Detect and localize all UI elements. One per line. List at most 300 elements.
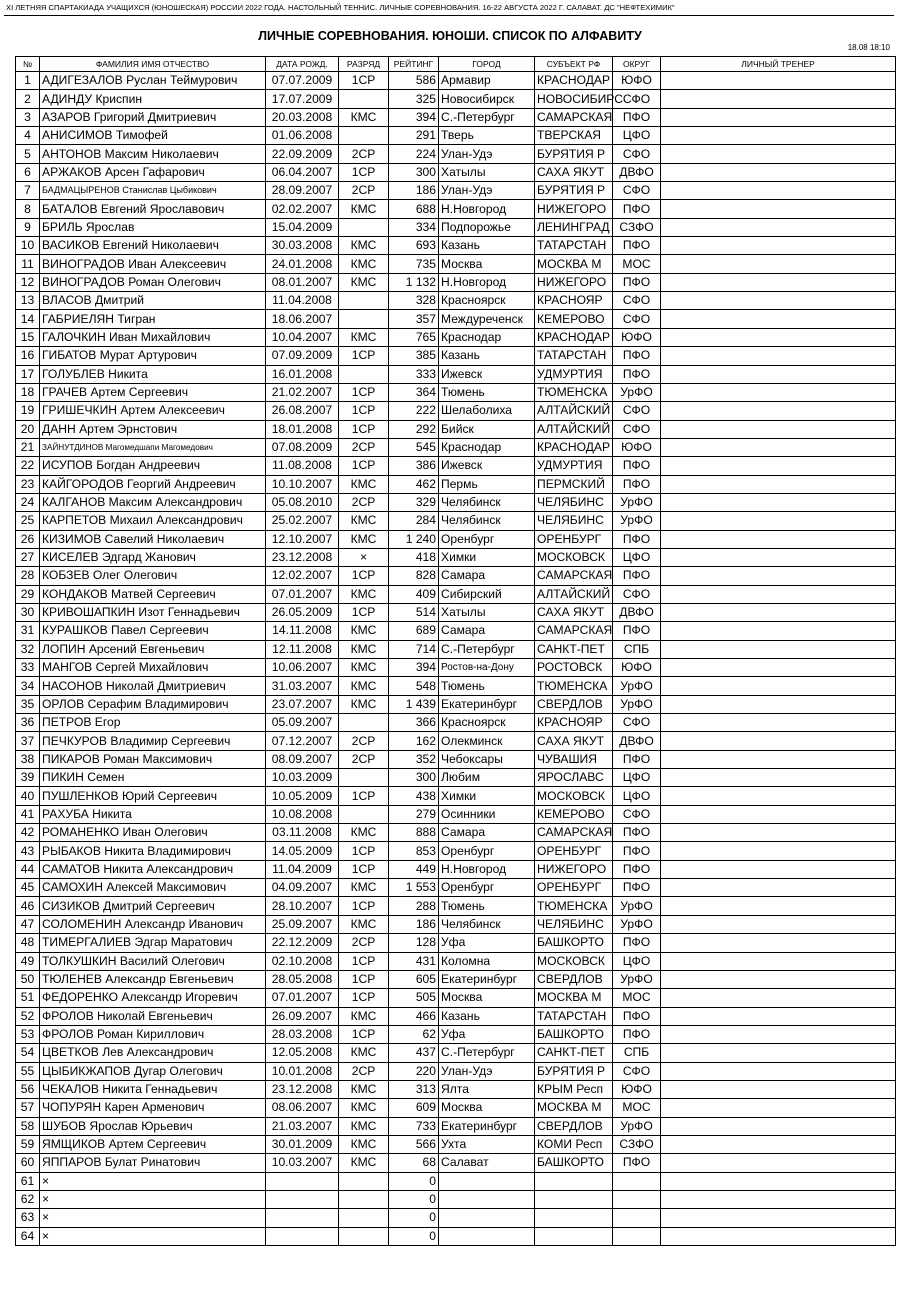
- athlete-name: ТИМЕРГАЛИЕВ Эдгар Маратович: [40, 934, 266, 952]
- district: СФО: [613, 1062, 661, 1080]
- rank: КМС: [339, 200, 389, 218]
- district: ЦФО: [613, 548, 661, 566]
- birth-date: 28.10.2007: [266, 897, 339, 915]
- birth-date: 02.02.2007: [266, 200, 339, 218]
- city: Красноярск: [439, 292, 535, 310]
- region: [535, 1172, 613, 1190]
- table-row: [16, 915, 896, 933]
- city: Тюмень: [439, 677, 535, 695]
- rating: 548: [389, 677, 439, 695]
- coach: [661, 897, 896, 915]
- district: ЮФО: [613, 1080, 661, 1098]
- city: Сибирский: [439, 585, 535, 603]
- row-number: 26: [16, 530, 40, 548]
- district: МОС: [613, 989, 661, 1007]
- table-row: [16, 530, 896, 548]
- rating: 853: [389, 842, 439, 860]
- athlete-name: АДИГЕЗАЛОВ Руслан Теймурович: [40, 72, 266, 90]
- athlete-name: СИЗИКОВ Дмитрий Сергеевич: [40, 897, 266, 915]
- region: МОСКОВСК: [535, 548, 613, 566]
- coach: [661, 1135, 896, 1153]
- district: ДВФО: [613, 163, 661, 181]
- athlete-name: ЯМЩИКОВ Артем Сергеевич: [40, 1135, 266, 1153]
- coach: [661, 347, 896, 365]
- region: БУРЯТИЯ Р: [535, 145, 613, 163]
- coach: [661, 860, 896, 878]
- athlete-name: КОНДАКОВ Матвей Сергеевич: [40, 585, 266, 603]
- athlete-name: ЯППАРОВ Булат Ринатович: [40, 1154, 266, 1172]
- row-number: 29: [16, 585, 40, 603]
- district: [613, 1209, 661, 1227]
- district: СФО: [613, 292, 661, 310]
- city: Ростов-на-Дону: [439, 659, 535, 677]
- birth-date: 26.09.2007: [266, 1007, 339, 1025]
- birth-date: [266, 1227, 339, 1245]
- row-number: 2: [16, 90, 40, 108]
- district: СФО: [613, 90, 661, 108]
- athlete-name: ОРЛОВ Серафим Владимирович: [40, 695, 266, 713]
- athlete-name: ФЕДОРЕНКО Александр Игоревич: [40, 989, 266, 1007]
- row-number: 13: [16, 292, 40, 310]
- region: КРАСНОДАР: [535, 328, 613, 346]
- city: С.-Петербург: [439, 1044, 535, 1062]
- coach: [661, 1172, 896, 1190]
- row-number: 21: [16, 438, 40, 456]
- region: САМАРСКАЯ: [535, 108, 613, 126]
- region: [535, 1209, 613, 1227]
- table-row: [16, 1154, 896, 1172]
- rating: 688: [389, 200, 439, 218]
- row-number: 49: [16, 952, 40, 970]
- rating: 714: [389, 640, 439, 658]
- table-row: [16, 310, 896, 328]
- city: Улан-Удэ: [439, 1062, 535, 1080]
- region: ЛЕНИНГРАД: [535, 218, 613, 236]
- table-row: [16, 365, 896, 383]
- city: Ухта: [439, 1135, 535, 1153]
- coach: [661, 200, 896, 218]
- district: ПФО: [613, 108, 661, 126]
- rating: 828: [389, 567, 439, 585]
- table-row: [16, 714, 896, 732]
- rating: 279: [389, 805, 439, 823]
- birth-date: 21.03.2007: [266, 1117, 339, 1135]
- athlete-name: ВИНОГРАДОВ Иван Алексеевич: [40, 255, 266, 273]
- athlete-name: ЦЫБИКЖАПОВ Дугар Олегович: [40, 1062, 266, 1080]
- athlete-name: БАТАЛОВ Евгений Ярославович: [40, 200, 266, 218]
- district: ЦФО: [613, 952, 661, 970]
- rank: КМС: [339, 1080, 389, 1098]
- athlete-name: АРЖАКОВ Арсен Гафарович: [40, 163, 266, 181]
- district: ДВФО: [613, 603, 661, 621]
- table-row: [16, 420, 896, 438]
- row-number: 64: [16, 1227, 40, 1245]
- region: НИЖЕГОРО: [535, 200, 613, 218]
- rank: 1СР: [339, 72, 389, 90]
- coach: [661, 677, 896, 695]
- rank: КМС: [339, 530, 389, 548]
- row-number: 4: [16, 127, 40, 145]
- row-number: 57: [16, 1099, 40, 1117]
- city: Москва: [439, 989, 535, 1007]
- rating: 505: [389, 989, 439, 1007]
- district: ПФО: [613, 1025, 661, 1043]
- row-number: 11: [16, 255, 40, 273]
- city: Самара: [439, 622, 535, 640]
- row-number: 59: [16, 1135, 40, 1153]
- table-row: [16, 72, 896, 90]
- birth-date: 23.12.2008: [266, 1080, 339, 1098]
- city: Улан-Удэ: [439, 145, 535, 163]
- table-row: [16, 255, 896, 273]
- page-title: ЛИЧНЫЕ СОРЕВНОВАНИЯ. ЮНОШИ. СПИСОК ПО АЛФАВИТУ: [258, 29, 642, 43]
- athlete-name: СОЛОМЕНИН Александр Иванович: [40, 915, 266, 933]
- coach: [661, 1044, 896, 1062]
- row-number: 38: [16, 750, 40, 768]
- row-number: 56: [16, 1080, 40, 1098]
- col-header-birthdate: ДАТА РОЖД.: [266, 57, 339, 72]
- row-number: 5: [16, 145, 40, 163]
- region: АЛТАЙСКИЙ: [535, 402, 613, 420]
- birth-date: 10.04.2007: [266, 328, 339, 346]
- rank: КМС: [339, 659, 389, 677]
- table-row: [16, 1227, 896, 1245]
- participants-table: [15, 56, 896, 1246]
- region: МОСКОВСК: [535, 952, 613, 970]
- row-number: 12: [16, 273, 40, 291]
- district: СФО: [613, 420, 661, 438]
- district: МОС: [613, 1099, 661, 1117]
- city: Хатылы: [439, 603, 535, 621]
- rating: 1 132: [389, 273, 439, 291]
- rating: 222: [389, 402, 439, 420]
- athlete-name: НАСОНОВ Николай Дмитриевич: [40, 677, 266, 695]
- rank: КМС: [339, 1099, 389, 1117]
- rating: 291: [389, 127, 439, 145]
- coach: [661, 714, 896, 732]
- rank: КМС: [339, 824, 389, 842]
- district: ПФО: [613, 1007, 661, 1025]
- region: НОВОСИБИРС: [535, 90, 613, 108]
- table-row: [16, 824, 896, 842]
- table-row: [16, 622, 896, 640]
- city: Красноярск: [439, 714, 535, 732]
- table-row: [16, 695, 896, 713]
- table-row: [16, 1025, 896, 1043]
- row-number: 37: [16, 732, 40, 750]
- coach: [661, 475, 896, 493]
- table-row: [16, 273, 896, 291]
- region: УДМУРТИЯ: [535, 365, 613, 383]
- athlete-name: КАРПЕТОВ Михаил Александрович: [40, 512, 266, 530]
- birth-date: 11.04.2008: [266, 292, 339, 310]
- district: ПФО: [613, 365, 661, 383]
- rating: 394: [389, 108, 439, 126]
- birth-date: [266, 1172, 339, 1190]
- table-row: [16, 457, 896, 475]
- rank: 1СР: [339, 383, 389, 401]
- region: ЧЕЛЯБИНС: [535, 512, 613, 530]
- rank: КМС: [339, 1154, 389, 1172]
- rank: КМС: [339, 695, 389, 713]
- rating: 220: [389, 1062, 439, 1080]
- birth-date: 22.09.2009: [266, 145, 339, 163]
- city: Междуреченск: [439, 310, 535, 328]
- coach: [661, 218, 896, 236]
- birth-date: 24.01.2008: [266, 255, 339, 273]
- athlete-name: ЦВЕТКОВ Лев Александрович: [40, 1044, 266, 1062]
- rank: 1СР: [339, 347, 389, 365]
- col-header-name: ФАМИЛИЯ ИМЯ ОТЧЕСТВО: [40, 57, 266, 72]
- row-number: 10: [16, 237, 40, 255]
- rating: 765: [389, 328, 439, 346]
- table-body: [16, 72, 896, 1246]
- region: СВЕРДЛОВ: [535, 970, 613, 988]
- rating: 545: [389, 438, 439, 456]
- rating: 352: [389, 750, 439, 768]
- table-row: [16, 548, 896, 566]
- city: С.-Петербург: [439, 640, 535, 658]
- birth-date: 08.01.2007: [266, 273, 339, 291]
- table-row: [16, 989, 896, 1007]
- rank: 1СР: [339, 603, 389, 621]
- rank: 1СР: [339, 163, 389, 181]
- birth-date: 10.10.2007: [266, 475, 339, 493]
- rating: 186: [389, 915, 439, 933]
- coach: [661, 879, 896, 897]
- district: УрФО: [613, 695, 661, 713]
- district: ПФО: [613, 860, 661, 878]
- athlete-name: РЫБАКОВ Никита Владимирович: [40, 842, 266, 860]
- athlete-name: ПИКИН Семен: [40, 769, 266, 787]
- region: БАШКОРТО: [535, 934, 613, 952]
- region: ТЮМЕНСКА: [535, 677, 613, 695]
- row-number: 44: [16, 860, 40, 878]
- city: Н.Новгород: [439, 860, 535, 878]
- birth-date: 17.07.2009: [266, 90, 339, 108]
- table-row: [16, 1080, 896, 1098]
- coach: [661, 787, 896, 805]
- district: СПБ: [613, 640, 661, 658]
- district: СФО: [613, 145, 661, 163]
- birth-date: 10.03.2007: [266, 1154, 339, 1172]
- district: УрФО: [613, 512, 661, 530]
- rank: 1СР: [339, 897, 389, 915]
- table-row: [16, 200, 896, 218]
- birth-date: 07.09.2009: [266, 347, 339, 365]
- rank: 1СР: [339, 1025, 389, 1043]
- row-number: 58: [16, 1117, 40, 1135]
- district: ПФО: [613, 347, 661, 365]
- region: АЛТАЙСКИЙ: [535, 420, 613, 438]
- row-number: 51: [16, 989, 40, 1007]
- rank: 1СР: [339, 567, 389, 585]
- region: САМАРСКАЯ: [535, 622, 613, 640]
- city: Чебоксары: [439, 750, 535, 768]
- row-number: 60: [16, 1154, 40, 1172]
- rank: КМС: [339, 328, 389, 346]
- birth-date: 10.08.2008: [266, 805, 339, 823]
- table-row: [16, 1117, 896, 1135]
- table-row: [16, 292, 896, 310]
- row-number: 43: [16, 842, 40, 860]
- athlete-name: ГРИШЕЧКИН Артем Алексеевич: [40, 402, 266, 420]
- col-header-city: ГОРОД: [439, 57, 535, 72]
- coach: [661, 1025, 896, 1043]
- coach: [661, 695, 896, 713]
- document-header: XI ЛЕТНЯЯ СПАРТАКИАДА УЧАЩИХСЯ (ЮНОШЕСКАЯ) РОССИИ 2022 ГОДА. НАСТОЛЬНЫЙ ТЕННИС. ЛИЧНЫЕ СОРЕВНОВАНИЯ. 16-22 АВГУСТА 2022 Г. САЛАВАТ. ДС "НЕФТЕХИМИК": [6, 3, 675, 12]
- header-divider: [4, 15, 894, 16]
- coach: [661, 512, 896, 530]
- birth-date: 07.12.2007: [266, 732, 339, 750]
- athlete-name: КРИВОШАПКИН Изот Геннадьевич: [40, 603, 266, 621]
- birth-date: 31.03.2007: [266, 677, 339, 695]
- district: [613, 1190, 661, 1208]
- birth-date: 28.03.2008: [266, 1025, 339, 1043]
- birth-date: 12.11.2008: [266, 640, 339, 658]
- table-row: [16, 1007, 896, 1025]
- table-row: [16, 145, 896, 163]
- region: МОСКВА М: [535, 255, 613, 273]
- birth-date: 30.03.2008: [266, 237, 339, 255]
- district: ПФО: [613, 750, 661, 768]
- rating: 333: [389, 365, 439, 383]
- row-number: 17: [16, 365, 40, 383]
- timestamp: 18.08 18:10: [847, 43, 890, 52]
- row-number: 45: [16, 879, 40, 897]
- col-header-rank: РАЗРЯД: [339, 57, 389, 72]
- rank: 1СР: [339, 787, 389, 805]
- district: СФО: [613, 714, 661, 732]
- birth-date: 01.06.2008: [266, 127, 339, 145]
- athlete-name: КИЗИМОВ Савелий Николаевич: [40, 530, 266, 548]
- region: РОСТОВСК: [535, 659, 613, 677]
- rank: 1СР: [339, 842, 389, 860]
- district: УрФО: [613, 897, 661, 915]
- row-number: 39: [16, 769, 40, 787]
- athlete-name: ЧОПУРЯН Карен Арменович: [40, 1099, 266, 1117]
- table-row: [16, 512, 896, 530]
- city: Челябинск: [439, 493, 535, 511]
- row-number: 34: [16, 677, 40, 695]
- region: КРАСНОДАР: [535, 438, 613, 456]
- row-number: 7: [16, 182, 40, 200]
- region: БУРЯТИЯ Р: [535, 182, 613, 200]
- athlete-name: КАЛГАНОВ Максим Александрович: [40, 493, 266, 511]
- region: ТАТАРСТАН: [535, 1007, 613, 1025]
- athlete-name: ЧЕКАЛОВ Никита Геннадьевич: [40, 1080, 266, 1098]
- rating: 186: [389, 182, 439, 200]
- birth-date: 12.10.2007: [266, 530, 339, 548]
- row-number: 3: [16, 108, 40, 126]
- district: УрФО: [613, 383, 661, 401]
- table-row: [16, 438, 896, 456]
- table-row: [16, 90, 896, 108]
- table-row: [16, 1190, 896, 1208]
- birth-date: 21.02.2007: [266, 383, 339, 401]
- birth-date: 07.01.2007: [266, 585, 339, 603]
- coach: [661, 273, 896, 291]
- birth-date: 02.10.2008: [266, 952, 339, 970]
- district: ПФО: [613, 273, 661, 291]
- city: [439, 1227, 535, 1245]
- city: Бийск: [439, 420, 535, 438]
- athlete-name: ВЛАСОВ Дмитрий: [40, 292, 266, 310]
- table-row: [16, 1099, 896, 1117]
- birth-date: 15.04.2009: [266, 218, 339, 236]
- city: Улан-Удэ: [439, 182, 535, 200]
- district: ПФО: [613, 1154, 661, 1172]
- rating: 394: [389, 659, 439, 677]
- birth-date: 25.02.2007: [266, 512, 339, 530]
- table-header-row: [16, 57, 896, 72]
- rank: [339, 127, 389, 145]
- birth-date: 06.04.2007: [266, 163, 339, 181]
- region: САХА ЯКУТ: [535, 603, 613, 621]
- rank: КМС: [339, 915, 389, 933]
- region: САХА ЯКУТ: [535, 163, 613, 181]
- row-number: 27: [16, 548, 40, 566]
- rating: 68: [389, 1154, 439, 1172]
- athlete-name: ×: [40, 1227, 266, 1245]
- district: ЮФО: [613, 438, 661, 456]
- table-row: [16, 1135, 896, 1153]
- district: УрФО: [613, 677, 661, 695]
- coach: [661, 365, 896, 383]
- rating: 385: [389, 347, 439, 365]
- row-number: 20: [16, 420, 40, 438]
- rank: 2СР: [339, 1062, 389, 1080]
- rank: КМС: [339, 640, 389, 658]
- city: Тюмень: [439, 383, 535, 401]
- rank: 1СР: [339, 970, 389, 988]
- coach: [661, 1154, 896, 1172]
- athlete-name: АНТОНОВ Максим Николаевич: [40, 145, 266, 163]
- city: Подпорожье: [439, 218, 535, 236]
- coach: [661, 1227, 896, 1245]
- row-number: 50: [16, 970, 40, 988]
- region: КРАСНОДАР: [535, 72, 613, 90]
- col-header-coach: ЛИЧНЫЙ ТРЕНЕР: [661, 57, 896, 72]
- row-number: 48: [16, 934, 40, 952]
- table-row: [16, 952, 896, 970]
- city: Коломна: [439, 952, 535, 970]
- rating: 735: [389, 255, 439, 273]
- table-row: [16, 163, 896, 181]
- city: Тюмень: [439, 897, 535, 915]
- birth-date: 20.03.2008: [266, 108, 339, 126]
- region: НИЖЕГОРО: [535, 860, 613, 878]
- row-number: 46: [16, 897, 40, 915]
- city: Осинники: [439, 805, 535, 823]
- athlete-name: ТЮЛЕНЕВ Александр Евгеньевич: [40, 970, 266, 988]
- row-number: 52: [16, 1007, 40, 1025]
- district: ПФО: [613, 567, 661, 585]
- rating: 325: [389, 90, 439, 108]
- coach: [661, 420, 896, 438]
- city: Казань: [439, 1007, 535, 1025]
- city: Пермь: [439, 475, 535, 493]
- city: Тверь: [439, 127, 535, 145]
- birth-date: 28.09.2007: [266, 182, 339, 200]
- athlete-name: САМАТОВ Никита Александрович: [40, 860, 266, 878]
- rating: 605: [389, 970, 439, 988]
- col-header-number: №: [16, 57, 40, 72]
- rank: [339, 310, 389, 328]
- rank: КМС: [339, 1135, 389, 1153]
- rating: 466: [389, 1007, 439, 1025]
- athlete-name: ПЕЧКУРОВ Владимир Сергеевич: [40, 732, 266, 750]
